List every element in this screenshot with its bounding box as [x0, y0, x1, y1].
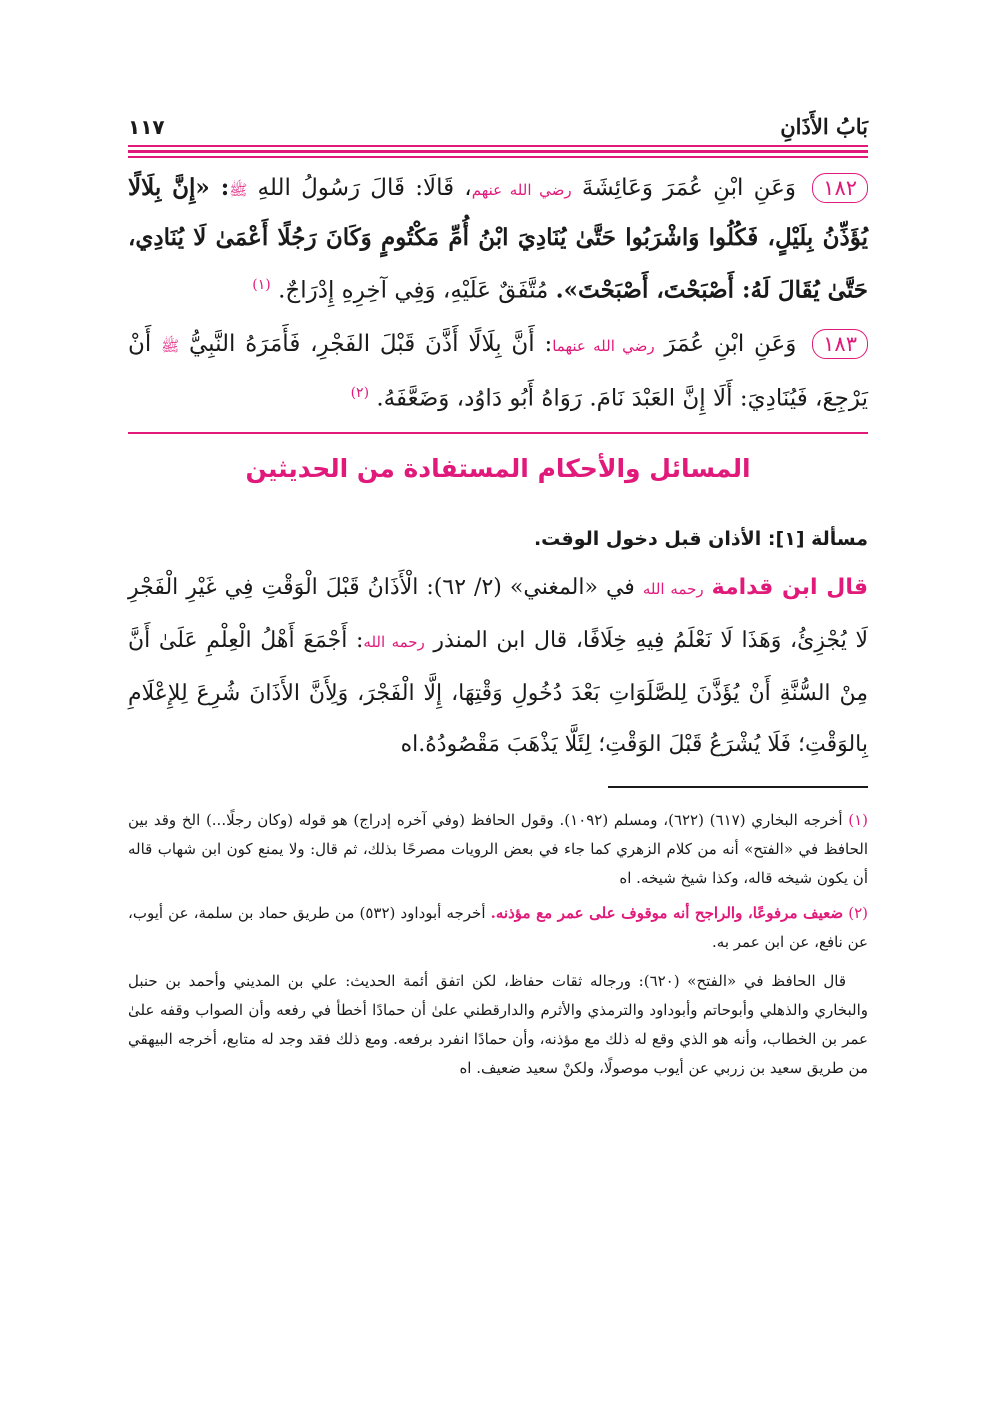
footnote-1	[128, 806, 868, 893]
salawat-mark: ﷺ	[161, 336, 180, 355]
hadith-intro: وَعَنِ ابْنِ عُمَرَ	[664, 330, 797, 357]
footnote-ref: (٢)	[350, 384, 370, 401]
header-rule-2	[128, 150, 868, 153]
section-divider	[128, 432, 868, 434]
masala-label: مسألة [١]:	[767, 528, 868, 551]
hadith-183	[128, 321, 868, 423]
quote-text-2: : أَجْمَعَ أَهْلُ الْعِلْمِ عَلَىٰ أَنَّ مِنْ السُّنَّةِ أَنْ يُؤَذَّنَ لِلصَّلَوَاتِ بَعْدَ دُخُولِ وَقْتِهَا، إِلَّا الْفَجْرَ، وَلِأَنَّ الأَذَانَ شُرِعَ لِلإِعْلَامِ بِالوَقْتِ؛ فَلَا يُشْرَعُ قَبْلَ الوَقْتِ؛ لِئَلَّا يَذْهَبَ مَقْصُودُهُ.اه	[128, 628, 868, 758]
honorific-mark: رضي الله عنهم	[471, 181, 572, 199]
hadith-text-2: أَنْ يَرْجِعَ، فَيُنَادِيَ: أَلَا إِنَّ العَبْدَ نَامَ. رَوَاهُ أَبُو دَاوُد، وَضَعَّفَهُ.	[128, 330, 868, 412]
header-rule-3	[128, 156, 868, 158]
quote-paragraph	[128, 562, 868, 770]
hadith-182	[128, 164, 868, 315]
header-rule-1	[128, 145, 868, 147]
footnote-number: (٢)	[848, 904, 868, 923]
footnote-text: أخرجه أبوداود (٥٣٢) من طريق حماد بن سلمة، عن أيوب، عن نافع، عن ابن عمر به.	[128, 904, 868, 952]
footnote-rule	[608, 786, 868, 788]
hadith-said: ، قَالَا: قَالَ رَسُولُ اللهِ	[257, 175, 472, 201]
hadith-number: ١٨٣	[812, 329, 868, 359]
footnote-text: قال الحافظ في «الفتح» (٦٢٠): ورجاله ثقات حفاظ، لكن اتفق أئمة الحديث: علي بن المديني وأحمد بن حنبل والبخاري والذهلي وأبوحاتم وأبوداود والترمذي والأثرم والدارقطني علىٰ أن حمادًا أخطأ في رفعه وأن الصواب وقفه علىٰ عمر بن الخطاب، وأنه هو الذي وقع له ذلك مع مؤذنه، وأن حمادًا انفرد برفعه. ومع ذلك فقد وجد له متابع، أخرجه البيهقي من طريق سعيد بن زربي عن أيوب موصولًا، ولكنْ سعيد ضعيف. اه	[128, 972, 868, 1078]
honorific-mark: رضي الله عنهما	[552, 336, 655, 355]
footnote-2	[128, 899, 868, 957]
footnote-verdict: ضعيف مرفوعًا، والراجح أنه موقوف على عمر مع مؤذنه.	[490, 904, 844, 923]
section-title: المسائل والأحكام المستفادة من الحديثين	[245, 454, 751, 484]
quote-author: قال ابن قدامة	[711, 575, 869, 601]
hadith-quote: : «إِنَّ بِلَالًا يُؤَذِّنُ بِلَيْلٍ، فَكُلُوا وَاشْرَبُوا حَتَّىٰ يُنَادِيَ ابْنُ أُمِّ مَكْتُومٍ وَكَانَ رَجُلًا أَعْمَىٰ لَا يُنَادِي، حَتَّىٰ يُقَالَ لَهُ: أَصْبَحْتَ، أَصْبَحْتَ».	[128, 174, 868, 304]
honorific-mark: رحمه الله	[642, 580, 704, 599]
header-rules	[128, 145, 868, 158]
masala-title: الأذان قبل دخول الوقت.	[533, 528, 762, 551]
footnote-text: أخرجه البخاري (٦١٧) (٦٢٢)، ومسلم (١٠٩٢). وقول الحافظ (وفي آخره إدراج) هو قوله (وكان رجلًا...) الخ وقد بين الحافظ في «الفتح» أنه من كلام الزهري كما جاء في بعض الرويات مصرحًا بذلك، ثم قال: ولا يمنع كون ابن شهاب قاله أن يكون شيخه قاله، وكذا شيخ شيخه. اه	[128, 811, 868, 888]
footnote-number: (١)	[848, 811, 868, 830]
salawat-mark: ﷺ	[229, 181, 248, 199]
quote-text: في «المغني» (٢/ ٦٢): الْأَذَانُ قَبْلَ الْوَقْتِ فِي غَيْرِ الْفَجْرِ لَا يُجْزِئُ، وَهَذَا لَا نَعْلَمُ فِيهِ خِلَافًا، قال ابن المنذر	[128, 575, 868, 654]
hadith-intro: وَعَنِ ابْنِ عُمَرَ وَعَائِشَةَ	[581, 175, 796, 201]
hadith-number: ١٨٢	[812, 173, 868, 203]
page-number: ١١٧	[128, 115, 165, 139]
chapter-title: بَابُ الأَذَانِ	[780, 114, 868, 139]
footnote-continuation	[128, 967, 868, 1083]
honorific-mark-2: رحمه الله	[363, 633, 425, 652]
hadith-text: : أَنَّ بِلَالًا أَذَّنَ قَبْلَ الفَجْرِ، فَأَمَرَهُ النَّبِيُّ	[189, 330, 553, 357]
masala-heading	[128, 528, 868, 550]
running-header	[128, 105, 868, 139]
hadith-tail: مُتَّفَقٌ عَلَيْهِ، وَفِي آخِرِهِ إِدْرَاجٌ.	[278, 277, 556, 304]
footnote-ref: (١)	[252, 277, 271, 293]
page	[128, 105, 868, 1083]
